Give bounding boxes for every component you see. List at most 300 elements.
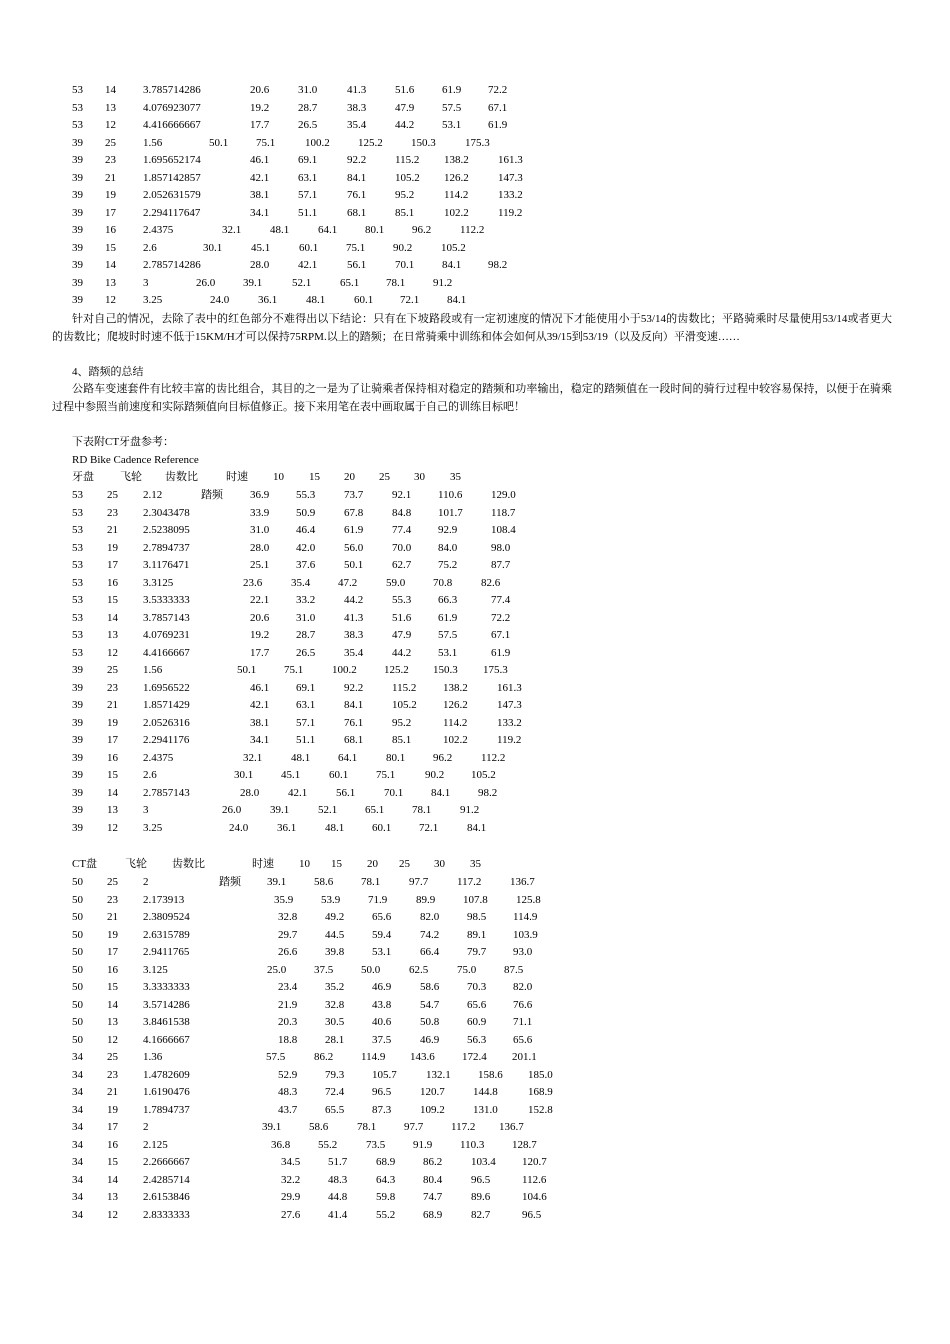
cadence-cell: 136.7 [499,1121,524,1133]
cadence-cell: 68.1 [347,206,367,219]
cadence-cell: 92.9 [438,524,458,536]
table-row [0,1084,950,1102]
cog-cell: 16 [107,963,118,976]
ratio-cell: 3.1176471 [143,559,190,571]
cadence-cell: 118.7 [491,506,516,519]
ratio-cell: 2.5238095 [143,524,190,536]
cadence-cell: 90.2 [425,769,445,781]
cadence-cell: 38.3 [344,629,364,641]
cog-cell: 12 [105,119,116,131]
cadence-cell: 136.7 [510,876,535,888]
cadence-cell: 28.7 [298,101,318,114]
cadence-cell: 100.2 [332,664,357,676]
cadence-cell: 59.8 [376,1191,396,1203]
cadence-cell: 47.2 [338,576,358,589]
cadence-cell: 161.3 [497,681,522,694]
cadence-cell: 84.1 [447,294,467,306]
cadence-cell: 57.1 [298,189,318,201]
conclusion-paragraph: 针对自己的情况，去除了表中的红色部分不难得出以下结论：只有在下坡路段或有一定初速度的情况下才能使用小于53/14的齿数比；平路骑乘时尽量使用53/14或者更大的齿数比；爬坡时时速不低于15KM/H才可以保持75RPM.以上的踏频；在日常骑乘中训练和体会如何从39/15到53/19（以及反向）平滑变速…… [52,313,892,343]
cadence-cell: 39.8 [325,946,345,958]
cadence-cell: 68.9 [376,1156,396,1168]
cadence-cell: 84.0 [438,541,458,554]
ratio-cell: 2 [143,1121,149,1133]
ratio-cell: 2.6 [143,241,157,254]
cadence-cell: 70.1 [384,786,404,799]
cadence-cell: 101.7 [438,506,463,519]
ratio-cell: 4.416666667 [143,119,201,131]
ratio-cell: 3.7857143 [143,611,190,624]
chainring-cell: 34 [72,1208,83,1221]
cadence-cell: 97.7 [409,876,429,888]
cadence-cell: 70.1 [395,259,415,271]
cadence-cell: 120.7 [420,1086,445,1098]
cadence-cell: 76.1 [347,189,367,201]
ratio-cell: 3.25 [143,294,163,306]
table-row [0,979,950,997]
table-row [0,1049,950,1067]
cadence-cell: 65.1 [340,276,360,289]
cadence-cell: 119.2 [497,734,522,746]
cog-cell: 12 [107,646,118,659]
cog-cell: 13 [105,276,116,289]
table-row [0,1137,950,1155]
cog-cell: 12 [107,1208,118,1221]
cadence-cell: 50.1 [344,559,364,571]
cadence-cell: 144.8 [473,1086,498,1098]
cadence-cell: 201.1 [512,1051,537,1063]
cadence-cell: 26.6 [278,946,298,958]
cadence-cell: 37.5 [314,963,334,976]
cadence-cell: 67.8 [344,506,364,519]
table-row [0,820,950,838]
cadence-cell: 69.1 [296,681,316,694]
cadence-cell: 48.1 [325,821,345,834]
chainring-cell: 53 [72,101,83,114]
cadence-cell: 114.2 [443,716,468,729]
cadence-cell: 125.2 [384,664,409,676]
cadence-cell: 26.0 [196,276,216,289]
cadence-cell: 26.5 [296,646,316,659]
cadence-cell: 52.9 [278,1068,298,1081]
cadence-cell: 172.4 [462,1051,487,1063]
chainring-cell: 39 [72,664,83,676]
ratio-cell: 1.7894737 [143,1103,190,1116]
chainring-cell: 39 [72,716,83,729]
ratio-cell: 2.2941176 [143,734,190,746]
cadence-cell: 158.6 [478,1068,503,1081]
cadence-cell: 84.1 [431,786,451,799]
cadence-cell: 100.2 [305,136,330,149]
cog-cell: 13 [107,629,118,641]
header-speed: 时速 [226,471,248,483]
cadence-cell: 92.2 [344,681,364,694]
chainring-cell: 50 [72,911,83,923]
cadence-cell: 50.9 [296,506,316,519]
cadence-cell: 20.6 [250,611,270,624]
cadence-cell: 28.0 [240,786,260,799]
cadence-cell: 31.0 [296,611,316,624]
cadence-cell: 37.5 [372,1033,392,1046]
header-ratio: 齿数比 [172,858,205,870]
ratio-cell: 4.1666667 [143,1033,190,1046]
table-row [0,785,950,803]
cadence-cell: 51.7 [328,1156,348,1168]
cadence-cell: 41.4 [328,1208,348,1221]
header-15: 15 [309,471,320,483]
cog-cell: 12 [105,294,116,306]
cadence-cell: 48.1 [291,751,311,764]
cadence-cell: 79.3 [325,1068,345,1081]
cadence-cell: 42.0 [296,541,316,554]
cadence-cell: 103.4 [471,1156,496,1168]
ct-reference-note: 下表附CT牙盘参考： [72,436,175,448]
cadence-cell: 133.2 [497,716,522,729]
cadence-cell: 138.2 [443,681,468,694]
cadence-cell: 96.5 [372,1086,392,1098]
header-ratio: 齿数比 [165,471,198,483]
cadence-cell: 33.2 [296,594,316,606]
table-row [0,645,950,663]
cadence-cell: 64.1 [318,224,338,236]
cadence-cell: 104.6 [522,1191,547,1203]
ratio-cell: 1.8571429 [143,699,190,711]
cadence-cell: 93.0 [513,946,533,958]
cadence-cell: 128.7 [512,1138,537,1151]
cadence-cell: 66.4 [420,946,440,958]
cog-cell: 15 [107,1156,118,1168]
header-25: 25 [379,471,390,483]
cadence-cell: 55.2 [318,1138,338,1151]
cadence-cell: 58.6 [420,981,440,993]
cadence-cell: 72.2 [488,84,508,96]
cadence-cell: 91.2 [433,276,453,289]
cadence-cell: 53.1 [438,646,458,659]
cog-cell: 19 [107,1103,118,1116]
cadence-cell: 84.1 [442,259,462,271]
cadence-cell: 150.3 [433,664,458,676]
cadence-cell: 80.4 [423,1173,443,1186]
cadence-cell: 38.3 [347,101,367,114]
table-row [0,662,950,680]
cadence-cell: 175.3 [483,664,508,676]
ratio-cell: 3 [143,276,149,289]
cadence-cell: 34.1 [250,734,270,746]
cadence-cell: 51.6 [395,84,415,96]
cadence-cell: 35.4 [291,576,311,589]
ratio-cell: 3.3125 [143,576,174,589]
cadence-cell: 44.2 [395,119,415,131]
cadence-cell: 86.2 [423,1156,443,1168]
chainring-cell: 34 [72,1051,83,1063]
cadence-cell: 143.6 [410,1051,435,1063]
cog-cell: 14 [107,611,118,624]
ratio-cell: 2.8333333 [143,1208,190,1221]
cadence-cell: 42.1 [250,699,270,711]
cadence-cell: 96.2 [412,224,432,236]
cadence-cell: 85.1 [395,206,415,219]
cadence-cell: 133.2 [498,189,523,201]
cog-cell: 17 [105,206,116,219]
cadence-cell: 78.1 [357,1121,377,1133]
ratio-cell: 3.25 [143,821,163,834]
cadence-cell: 84.1 [347,171,367,184]
ratio-cell: 2.12 [143,489,163,501]
cadence-cell: 61.9 [344,524,364,536]
cog-cell: 14 [107,1173,118,1186]
cadence-cell: 75.1 [376,769,396,781]
cadence-cell: 34.5 [281,1156,301,1168]
cadence-cell: 72.2 [491,611,511,624]
cadence-cell: 62.7 [392,559,412,571]
cadence-cell: 45.1 [251,241,271,254]
table-row [0,1154,950,1172]
ratio-cell: 1.4782609 [143,1068,190,1081]
ct-table-header [0,856,950,874]
ratio-cell: 2 [143,876,149,888]
cadence-cell: 78.1 [361,876,381,888]
table-row [0,997,950,1015]
cadence-cell: 112.6 [522,1173,547,1186]
cadence-cell: 125.2 [358,136,383,149]
cadence-cell: 75.0 [457,963,477,976]
cadence-cell: 24.0 [229,821,249,834]
cadence-cell: 51.1 [296,734,316,746]
table-row [0,275,950,293]
cadence-cell: 63.1 [298,171,318,184]
cadence-cell: 65.5 [325,1103,345,1116]
cadence-cell: 65.6 [467,998,487,1011]
cog-cell: 15 [107,981,118,993]
cadence-cell: 90.2 [393,241,413,254]
cadence-cell: 55.2 [376,1208,396,1221]
cadence-cell: 117.2 [457,876,482,888]
cadence-cell: 69.1 [298,154,318,166]
cadence-cell: 33.9 [250,506,270,519]
table-row [0,1189,950,1207]
cadence-cell: 98.2 [488,259,508,271]
chainring-cell: 50 [72,1033,83,1046]
chainring-cell: 39 [72,171,83,184]
chainring-cell: 34 [72,1156,83,1168]
cadence-cell: 161.3 [498,154,523,166]
header-chainring: 牙盘 [72,471,94,483]
cadence-cell: 64.3 [376,1173,396,1186]
cog-cell: 25 [107,1051,118,1063]
chainring-cell: 39 [72,294,83,306]
cog-cell: 21 [105,171,116,184]
cadence-cell: 79.7 [467,946,487,958]
chainring-cell: 39 [72,224,83,236]
cadence-cell: 117.2 [451,1121,476,1133]
cadence-cell: 36.8 [271,1138,291,1151]
rd-table-title: RD Bike Cadence Reference [72,454,199,466]
cadence-cell: 64.1 [338,751,358,764]
cog-cell: 25 [107,489,118,501]
cadence-cell: 32.1 [222,224,242,236]
chainring-cell: 50 [72,928,83,941]
table-row [0,909,950,927]
cadence-cell: 26.0 [222,804,242,816]
ratio-cell: 2.7894737 [143,541,190,554]
ratio-cell: 2.3043478 [143,506,190,519]
table-row [0,874,950,892]
table-row [0,292,950,310]
header-chainring: CT盘 [72,858,98,870]
cadence-cell: 42.1 [298,259,318,271]
table-row [0,592,950,610]
cadence-cell: 53.1 [372,946,392,958]
cadence-cell: 110.6 [438,489,463,501]
cadence-cell: 28.1 [325,1033,345,1046]
table-row [0,187,950,205]
cadence-cell: 70.8 [433,576,453,589]
cadence-cell: 72.1 [400,294,420,306]
table-row [0,505,950,523]
cadence-cell: 60.1 [299,241,319,254]
cadence-cell: 87.5 [504,963,524,976]
cadence-cell: 53.9 [321,893,341,906]
cadence-cell: 26.5 [298,119,318,131]
chainring-cell: 53 [72,506,83,519]
cog-cell: 17 [107,734,118,746]
table-row [0,627,950,645]
cog-cell: 21 [107,699,118,711]
ratio-cell: 4.4166667 [143,646,190,659]
table-row [0,767,950,785]
cadence-cell: 84.1 [467,821,487,834]
cadence-cell: 32.8 [278,911,298,923]
cog-cell: 23 [107,893,118,906]
cadence-cell: 70.3 [467,981,487,993]
section-heading: 4、踏频的总结 [72,366,144,378]
cadence-cell: 108.4 [491,524,516,536]
header-20: 20 [344,471,355,483]
ratio-cell: 1.6190476 [143,1086,190,1098]
chainring-cell: 39 [72,259,83,271]
cadence-cell: 60.1 [372,821,392,834]
cadence-cell: 52.1 [318,804,338,816]
cadence-cell: 98.5 [467,911,487,923]
table-row [0,575,950,593]
chainring-cell: 34 [72,1086,83,1098]
cadence-cell: 50.0 [361,963,381,976]
chainring-cell: 39 [72,786,83,799]
cadence-cell: 56.1 [347,259,367,271]
ratio-cell: 2.294117647 [143,206,201,219]
cadence-cell: 105.2 [392,699,417,711]
cadence-cell: 67.1 [491,629,511,641]
table-row [0,557,950,575]
chainring-cell: 50 [72,876,83,888]
chainring-cell: 50 [72,946,83,958]
chainring-cell: 39 [72,241,83,254]
cog-cell: 12 [107,821,118,834]
table-row [0,170,950,188]
cadence-cell: 32.8 [325,998,345,1011]
cadence-cell: 80.1 [386,751,406,764]
cadence-cell: 87.3 [372,1103,392,1116]
table-row [0,1032,950,1050]
cadence-cell: 150.3 [411,136,436,149]
ratio-cell: 2.4285714 [143,1173,190,1186]
cadence-cell: 20.3 [278,1016,298,1028]
cadence-label: 踏频 [201,489,223,501]
cadence-cell: 92.1 [392,489,412,501]
ratio-cell: 2.0526316 [143,716,190,729]
cadence-cell: 120.7 [522,1156,547,1168]
cadence-cell: 46.9 [420,1033,440,1046]
ratio-cell: 2.4375 [143,751,174,764]
header-10: 10 [299,858,310,870]
cadence-cell: 44.2 [392,646,412,659]
chainring-cell: 53 [72,559,83,571]
cadence-cell: 75.1 [256,136,276,149]
chainring-cell: 34 [72,1103,83,1116]
cadence-cell: 56.0 [344,541,364,554]
cog-cell: 15 [105,241,116,254]
cadence-cell: 25.0 [267,963,287,976]
ratio-cell: 1.6956522 [143,681,190,694]
cadence-cell: 59.0 [386,576,406,589]
cadence-cell: 132.1 [426,1068,451,1081]
header-25: 25 [399,858,410,870]
cadence-cell: 75.1 [346,241,366,254]
cadence-cell: 52.1 [292,276,312,289]
chainring-cell: 50 [72,981,83,993]
cadence-cell: 17.7 [250,119,270,131]
cog-cell: 19 [107,716,118,729]
cadence-cell: 96.5 [471,1173,491,1186]
cadence-cell: 65.1 [365,804,385,816]
table-row [0,697,950,715]
cadence-cell: 56.1 [336,786,356,799]
cadence-cell: 76.1 [344,716,364,729]
cadence-cell: 36.1 [277,821,297,834]
chainring-cell: 34 [72,1191,83,1203]
cog-cell: 17 [107,1121,118,1133]
table-row [0,680,950,698]
cadence-cell: 103.9 [513,928,538,941]
cadence-cell: 17.7 [250,646,270,659]
ratio-cell: 3.5333333 [143,594,190,606]
cadence-cell: 98.2 [478,786,498,799]
table-row [0,962,950,980]
header-20: 20 [367,858,378,870]
cog-cell: 19 [107,928,118,941]
header-10: 10 [273,471,284,483]
cog-cell: 16 [105,224,116,236]
cadence-cell: 39.1 [267,876,287,888]
cadence-cell: 78.1 [412,804,432,816]
cadence-cell: 32.2 [281,1173,301,1186]
cadence-cell: 42.1 [288,786,308,799]
cadence-cell: 98.0 [491,541,511,554]
ratio-cell: 1.857142857 [143,171,201,184]
cadence-cell: 50.1 [237,664,257,676]
cog-cell: 21 [107,1086,118,1098]
ratio-cell: 3.8461538 [143,1016,190,1028]
ratio-cell: 2.6315789 [143,928,190,941]
cadence-cell: 23.6 [243,576,263,589]
ratio-cell: 2.9411765 [143,946,190,958]
cadence-cell: 35.9 [274,893,294,906]
cadence-cell: 42.1 [250,171,270,184]
cadence-cell: 114.9 [513,911,538,923]
cadence-cell: 50.8 [420,1016,440,1028]
cadence-cell: 36.1 [258,294,278,306]
ratio-cell: 2.173913 [143,893,185,906]
cadence-cell: 65.6 [372,911,392,923]
